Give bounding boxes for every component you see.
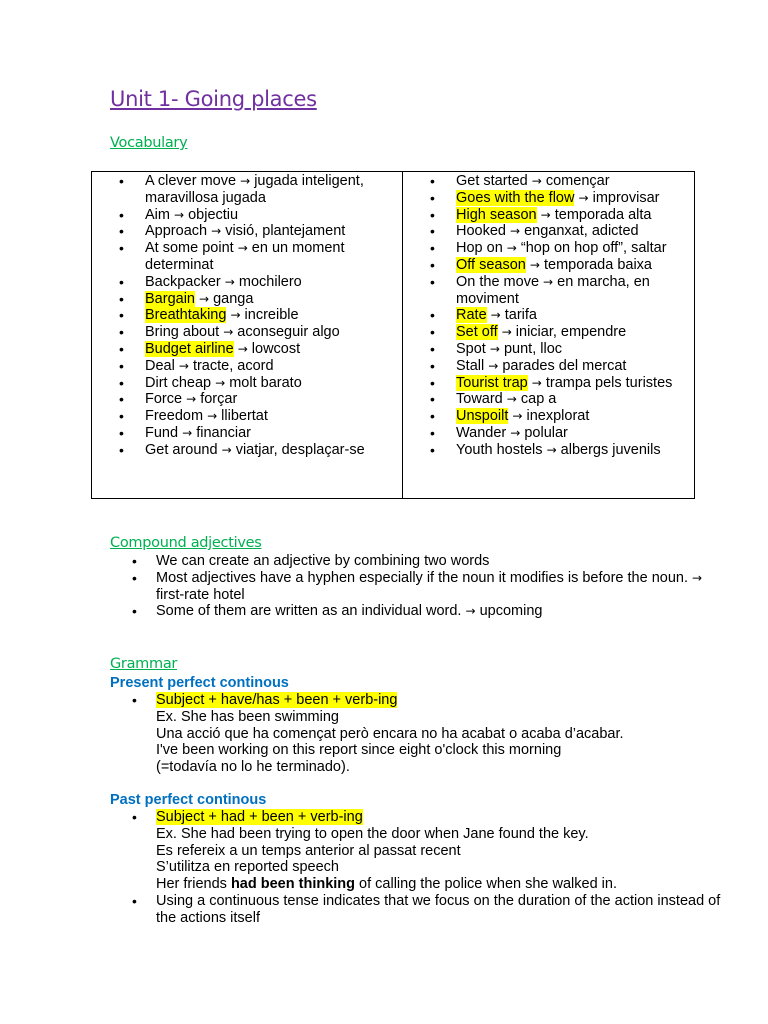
ppc-translation: (=todavía no lo he terminado).	[156, 759, 350, 776]
vocabulary-item	[403, 173, 688, 190]
vocabulary-term: Get around	[145, 441, 218, 458]
vocabulary-definition: viatjar, desplaçar-se	[235, 441, 365, 458]
arrow-icon: →	[692, 570, 703, 585]
vocabulary-term: Toward	[456, 391, 503, 408]
vocabulary-term: Off season	[456, 256, 526, 273]
bullet-icon: •	[132, 692, 137, 708]
past-perfect-continuous-block	[110, 809, 730, 927]
ppc-formula: Subject + have/has + been + verb-ing	[156, 692, 398, 708]
vocabulary-item	[92, 173, 396, 207]
bullet-icon: •	[430, 256, 435, 273]
vocabulary-definition: iniciar, empendre	[515, 324, 627, 341]
vocabulary-definition: tracte, acord	[192, 357, 274, 374]
pastpc-note: Using a continuous tense indicates that we focus on the duration of the action instead of the actions itself	[156, 892, 721, 926]
arrow-icon: →	[540, 207, 551, 222]
arrow-icon: →	[240, 174, 251, 188]
vocabulary-definition: financiar	[196, 424, 251, 441]
arrow-icon: →	[543, 274, 554, 289]
bullet-icon: •	[119, 441, 124, 458]
vocabulary-term: Spot	[456, 340, 486, 357]
compound-bullet-2: Most adjectives have a hyphen especially if the noun it modifies is before the noun.	[156, 569, 688, 586]
bullet-icon: •	[119, 391, 124, 408]
vocabulary-definition: punt, lloc	[503, 340, 563, 357]
bullet-icon: •	[119, 173, 124, 189]
bullet-icon: •	[430, 173, 435, 189]
arrow-icon: →	[512, 409, 523, 424]
arrow-icon: →	[490, 308, 501, 323]
bullet-icon: •	[119, 290, 124, 307]
list-item	[110, 553, 730, 570]
past-perfect-continuous-title: Past perfect continous	[110, 792, 267, 808]
vocabulary-term: Aim	[145, 206, 170, 223]
arrow-icon: →	[182, 425, 193, 440]
list-item	[110, 893, 730, 927]
vocabulary-item	[92, 408, 396, 425]
vocabulary-term: Deal	[145, 357, 175, 374]
vocabulary-term: Youth hostels	[456, 441, 543, 458]
vocabulary-item	[403, 307, 688, 324]
vocabulary-definition: enganxat, adicted	[524, 223, 639, 240]
vocabulary-term: Get started	[456, 173, 528, 189]
vocabulary-definition: albergs juvenils	[560, 441, 661, 458]
vocabulary-definition: ganga	[213, 290, 254, 307]
vocabulary-item	[92, 274, 396, 291]
vocabulary-item	[403, 408, 688, 425]
compound-example-3: upcoming	[479, 603, 543, 620]
vocabulary-term: Bargain	[145, 290, 195, 307]
arrow-icon: →	[215, 375, 226, 390]
arrow-icon: →	[510, 224, 521, 239]
compound-bullet-3: Some of them are written as an individual word.	[156, 603, 462, 620]
arrow-icon: →	[506, 392, 517, 407]
arrow-icon: →	[207, 409, 218, 424]
present-perfect-continuous-title: Present perfect continous	[110, 675, 289, 691]
vocabulary-item	[92, 358, 396, 375]
grammar-heading: Grammar	[110, 656, 178, 672]
ppc-example: Ex. She has been swimming	[156, 708, 339, 725]
bullet-icon: •	[132, 569, 137, 586]
vocabulary-column-right	[403, 172, 694, 498]
list-item	[110, 809, 730, 826]
vocabulary-item	[92, 240, 396, 274]
bullet-icon: •	[430, 424, 435, 441]
bullet-icon: •	[430, 223, 435, 240]
pastpc-sentence	[110, 876, 730, 893]
arrow-icon: →	[578, 190, 589, 205]
vocabulary-definition: “hop on hop off”, saltar	[520, 240, 667, 257]
vocabulary-definition: començar	[545, 173, 610, 189]
ppc-sentence: I've been working on this report since eight o'clock this morning	[156, 742, 562, 759]
vocabulary-term: Breathtaking	[145, 307, 227, 324]
vocabulary-definition: lowcost	[251, 340, 301, 357]
list-item	[110, 603, 730, 620]
bullet-icon: •	[430, 206, 435, 223]
vocabulary-term: Rate	[456, 307, 487, 324]
pastpc-sentence-bold: had been thinking	[230, 876, 356, 893]
vocabulary-term: High season	[456, 206, 537, 223]
vocabulary-term: Approach	[145, 223, 208, 240]
bullet-icon: •	[430, 357, 435, 374]
vocabulary-definition: temporada baixa	[543, 256, 652, 273]
bullet-icon: •	[430, 324, 435, 341]
present-perfect-continuous-list	[110, 692, 730, 709]
bullet-icon: •	[119, 223, 124, 240]
bullet-icon: •	[119, 240, 124, 257]
vocabulary-definition: mochilero	[238, 273, 302, 290]
vocabulary-list-right	[403, 173, 688, 459]
vocabulary-term: A clever move	[145, 173, 237, 189]
pastpc-explanation: Es refereix a un temps anterior al passat recent	[156, 842, 461, 859]
bullet-icon: •	[132, 603, 137, 620]
arrow-icon: →	[489, 341, 500, 356]
arrow-icon: →	[501, 325, 512, 340]
vocabulary-item	[403, 341, 688, 358]
past-perfect-continuous-list	[110, 809, 730, 826]
vocabulary-item	[403, 257, 688, 274]
vocabulary-item	[92, 291, 396, 308]
list-item	[110, 692, 730, 709]
bullet-icon: •	[119, 424, 124, 441]
vocabulary-item	[403, 358, 688, 375]
bullet-icon: •	[119, 408, 124, 425]
arrow-icon: →	[506, 241, 517, 256]
vocabulary-list-left	[92, 173, 396, 459]
bullet-icon: •	[119, 206, 124, 223]
pastpc-sentence-end: of calling the police when she walked in.	[359, 876, 617, 893]
vocabulary-term: Hop on	[456, 240, 503, 257]
past-perfect-continuous-notes	[110, 893, 730, 927]
vocabulary-definition: temporada alta	[554, 206, 652, 223]
vocabulary-term: Unspoilt	[456, 408, 509, 425]
bullet-icon: •	[430, 391, 435, 408]
vocabulary-item	[92, 207, 396, 224]
arrow-icon: →	[237, 241, 248, 256]
vocabulary-definition: increible	[244, 307, 299, 324]
vocabulary-item	[92, 223, 396, 240]
bullet-icon: •	[132, 553, 137, 569]
vocabulary-definition: jugada inteligent, maravillosa jugada	[145, 173, 364, 206]
vocabulary-item	[403, 391, 688, 408]
arrow-icon: →	[531, 174, 542, 188]
vocabulary-item	[403, 190, 688, 207]
compound-adjectives-list	[110, 553, 730, 620]
arrow-icon: →	[223, 325, 234, 340]
vocabulary-item	[403, 425, 688, 442]
arrow-icon: →	[178, 358, 189, 373]
vocabulary-term: Dirt cheap	[145, 374, 212, 391]
vocabulary-term: Bring about	[145, 324, 220, 341]
vocabulary-definition: polular	[524, 424, 568, 441]
arrow-icon: →	[230, 308, 241, 323]
bullet-icon: •	[132, 892, 137, 909]
vocabulary-item	[403, 442, 688, 459]
bullet-icon: •	[119, 357, 124, 374]
vocabulary-item	[92, 341, 396, 358]
vocabulary-definition: llibertat	[221, 408, 268, 425]
vocabulary-term: Budget airline	[145, 340, 234, 357]
vocabulary-definition: inexplorat	[526, 408, 590, 425]
arrow-icon: →	[237, 341, 248, 356]
compound-bullet-1: We can create an adjective by combining two words	[156, 553, 490, 569]
vocabulary-term: Set off	[456, 324, 498, 341]
bullet-icon: •	[119, 340, 124, 357]
vocabulary-definition: cap a	[520, 391, 557, 408]
arrow-icon: →	[546, 442, 557, 457]
vocabulary-term: Tourist trap	[456, 374, 528, 391]
ppc-explanation: Una acció que ha començat però encara no ha acabat o acaba d’acabar.	[156, 725, 624, 742]
arrow-icon: →	[174, 207, 185, 222]
arrow-icon: →	[529, 257, 540, 272]
pastpc-example: Ex. She had been trying to open the door when Jane found the key.	[156, 825, 589, 842]
vocabulary-definition: en marcha, en moviment	[456, 273, 650, 307]
vocabulary-term: Fund	[145, 424, 179, 441]
bullet-icon: •	[430, 307, 435, 324]
bullet-icon: •	[132, 809, 137, 825]
vocabulary-item	[92, 425, 396, 442]
vocabulary-term: Force	[145, 391, 183, 408]
vocabulary-term: Hooked	[456, 223, 506, 240]
vocabulary-term: Goes with the flow	[456, 189, 575, 206]
vocabulary-term: Backpacker	[145, 273, 221, 290]
present-perfect-continuous-block	[110, 692, 730, 776]
bullet-icon: •	[119, 374, 124, 391]
vocabulary-table	[91, 171, 695, 499]
vocabulary-definition: improvisar	[592, 189, 660, 206]
bullet-icon: •	[119, 273, 124, 290]
vocabulary-item	[403, 324, 688, 341]
bullet-icon: •	[430, 408, 435, 425]
vocabulary-definition: tarifa	[504, 307, 538, 324]
vocabulary-item	[92, 324, 396, 341]
arrow-icon: →	[211, 224, 222, 239]
vocabulary-definition: aconseguir algo	[237, 324, 340, 341]
vocabulary-definition: molt barato	[229, 374, 302, 391]
vocabulary-definition: parades del mercat	[502, 357, 627, 374]
vocabulary-term: Freedom	[145, 408, 204, 425]
vocabulary-item	[403, 223, 688, 240]
bullet-icon: •	[119, 324, 124, 341]
vocabulary-item	[403, 274, 688, 308]
vocabulary-definition: trampa pels turistes	[545, 374, 673, 391]
arrow-icon: →	[488, 358, 499, 373]
compound-adjectives-heading: Compound adjectives	[110, 535, 262, 551]
vocabulary-definition: objectiu	[188, 206, 239, 223]
vocabulary-item	[92, 391, 396, 408]
pastpc-usage: S’utilitza en reported speech	[156, 859, 339, 876]
arrow-icon: →	[531, 375, 542, 390]
pastpc-sentence-start: Her friends	[156, 876, 227, 893]
pastpc-formula: Subject + had + been + verb-ing	[156, 809, 363, 825]
vocabulary-term: Wander	[456, 424, 507, 441]
vocabulary-definition: visió, plantejament	[225, 223, 346, 240]
bullet-icon: •	[430, 340, 435, 357]
vocabulary-definition: en un moment determinat	[145, 240, 345, 273]
arrow-icon: →	[465, 604, 476, 619]
vocabulary-item	[403, 375, 688, 392]
vocabulary-column-left	[92, 172, 403, 498]
vocabulary-term: Stall	[456, 357, 485, 374]
vocabulary-item	[92, 375, 396, 392]
vocabulary-term: At some point	[145, 240, 234, 257]
arrow-icon: →	[186, 392, 197, 407]
compound-example-2: first-rate hotel	[156, 586, 245, 603]
arrow-icon: →	[199, 291, 210, 306]
page-title: Unit 1- Going places	[110, 87, 317, 111]
bullet-icon: •	[430, 189, 435, 206]
bullet-icon: •	[430, 374, 435, 391]
bullet-icon: •	[430, 273, 435, 290]
vocabulary-term: On the move	[456, 273, 540, 290]
vocabulary-heading: Vocabulary	[110, 135, 188, 151]
bullet-icon: •	[430, 240, 435, 257]
list-item	[110, 570, 730, 604]
vocabulary-definition: forçar	[200, 391, 238, 408]
vocabulary-item	[403, 240, 688, 257]
bullet-icon: •	[430, 441, 435, 458]
arrow-icon: →	[224, 274, 235, 289]
vocabulary-item	[92, 307, 396, 324]
arrow-icon: →	[510, 425, 521, 440]
vocabulary-item	[403, 207, 688, 224]
bullet-icon: •	[119, 307, 124, 324]
vocabulary-item	[92, 442, 396, 459]
arrow-icon: →	[221, 442, 232, 457]
